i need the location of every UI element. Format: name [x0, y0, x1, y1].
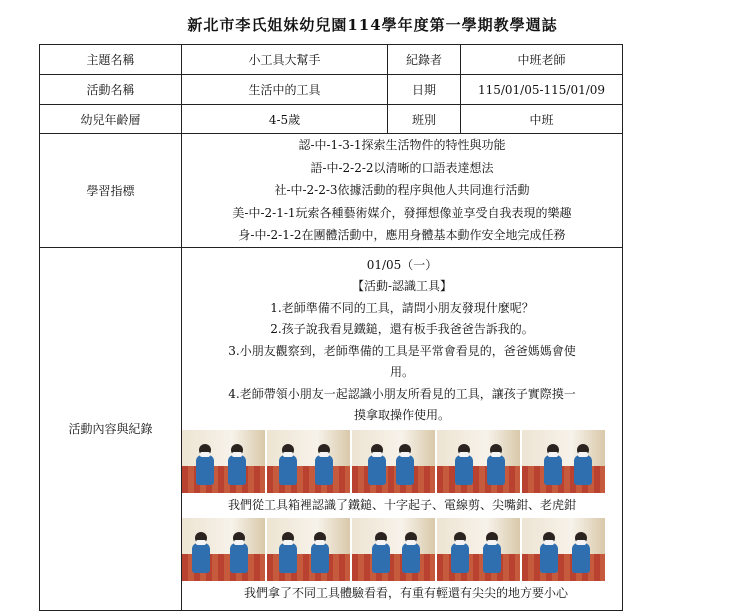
table-row	[40, 75, 623, 105]
content-line: 2.孩子說我看見鐵鎚，還有板手我爸爸告訴我的。	[270, 322, 534, 336]
activity-photo	[437, 518, 520, 581]
photo-strip-2	[182, 518, 622, 581]
table-row	[40, 45, 623, 75]
photo-strip-1	[182, 430, 622, 493]
photo-caption-2: 我們拿了不同工具體驗看看，有重有輕還有尖尖的地方要小心	[243, 585, 568, 600]
content-line: 摸拿取操作使用。	[353, 408, 450, 422]
activity-photo	[267, 430, 350, 493]
table-row	[40, 105, 623, 134]
content-label: 活動內容與紀錄	[40, 247, 182, 610]
goal-item: 語-中-2-2-2以清晰的口語表達想法	[310, 160, 494, 175]
class-value: 中班	[461, 105, 623, 134]
recorder-value: 中班老師	[461, 45, 623, 75]
content-line: 3.小朋友觀察到，老師準備的工具是平常會看見的，爸爸媽媽會使	[228, 343, 576, 358]
goals-cell	[182, 134, 623, 248]
weekly-log-table	[39, 44, 623, 611]
topic-label: 主題名稱	[40, 45, 182, 75]
content-line: 用。	[389, 365, 414, 379]
activity-photo	[352, 430, 435, 493]
age-label: 幼兒年齡層	[40, 105, 182, 134]
content-date: 01/05（一）	[366, 257, 438, 272]
activity-label: 活動名稱	[40, 75, 182, 105]
date-value: 115/01/05-115/01/09	[461, 75, 623, 105]
activity-photo	[352, 518, 435, 581]
goal-item: 認-中-1-3-1探索生活物件的特性與功能	[298, 138, 506, 152]
activity-photo	[182, 430, 265, 493]
content-line: 1.老師準備不同的工具，請問小朋友發現什麼呢？	[270, 300, 534, 315]
activity-photo	[182, 518, 265, 581]
content-line: 4.老師帶領小朋友一起認識小朋友所看見的工具，讓孩子實際摸一	[228, 386, 576, 401]
table-row	[40, 247, 623, 610]
content-cell	[182, 247, 623, 610]
goal-item: 社-中-2-2-3依據活動的程序與他人共同進行活動	[274, 183, 530, 197]
topic-value: 小工具大幫手	[182, 45, 388, 75]
goals-label: 學習指標	[40, 134, 182, 248]
activity-photo	[437, 430, 520, 493]
activity-photo	[522, 518, 605, 581]
goal-item: 美-中-2-1-1玩索各種藝術媒介，發揮想像並享受自我表現的樂趣	[232, 205, 572, 220]
date-label: 日期	[388, 75, 461, 105]
age-value: 4-5歲	[182, 105, 388, 134]
recorder-label: 紀錄者	[388, 45, 461, 75]
page-title: 新北市李氏姐妹幼兒園114學年度第一學期教學週誌	[187, 16, 558, 34]
activity-value: 生活中的工具	[182, 75, 388, 105]
photo-caption-1: 我們從工具箱裡認識了鐵鎚、十字起子、電線剪、尖嘴鉗、老虎鉗	[227, 497, 576, 512]
goal-item: 身-中-2-1-2在團體活動中，應用身體基本動作安全地完成任務	[238, 228, 566, 242]
class-label: 班別	[388, 105, 461, 134]
table-row	[40, 134, 623, 248]
activity-photo	[522, 430, 605, 493]
activity-photo	[267, 518, 350, 581]
content-heading: 【活動-認識工具】	[351, 279, 453, 293]
